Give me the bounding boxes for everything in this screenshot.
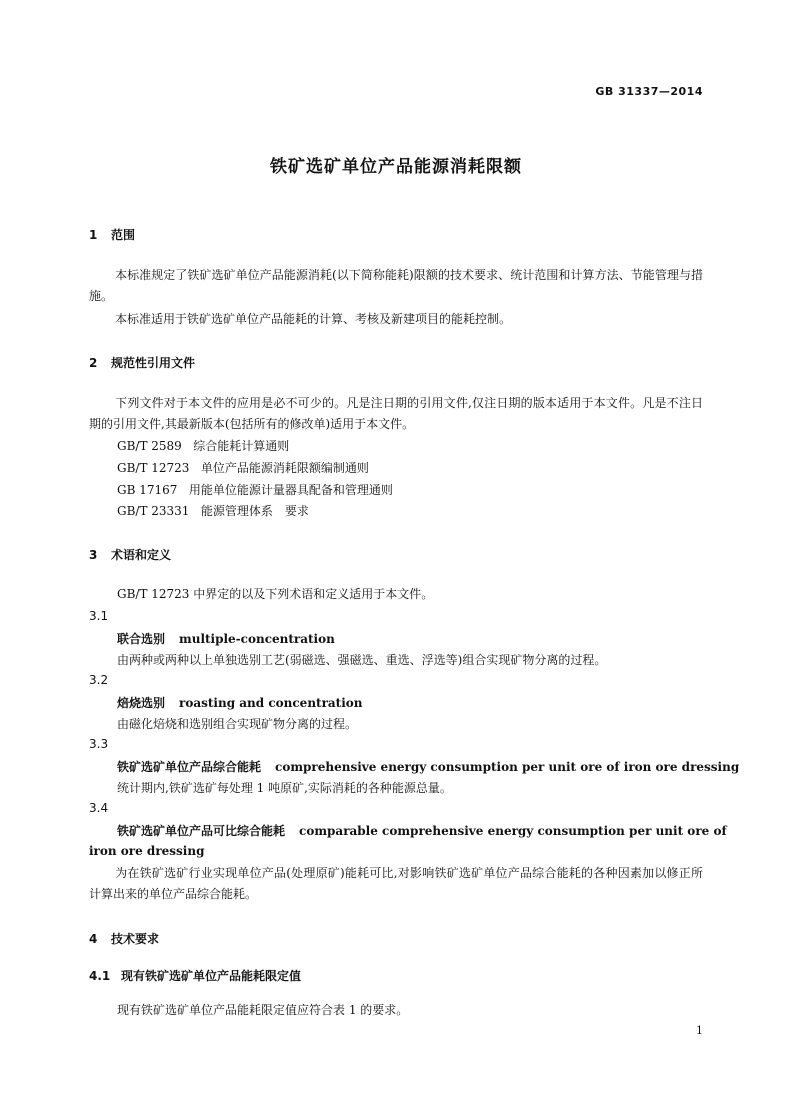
reference-code: GB 17167 [117,483,178,497]
term-zh: 铁矿选矿单位产品综合能耗 [117,760,262,774]
reference-title: 用能单位能源计量器具配备和管理通则 [188,483,393,497]
term-definition [89,863,703,905]
section-number: 3 [89,548,98,562]
reference-title: 综合能耗计算通则 [193,439,290,453]
term-en: multiple-concentration [179,632,335,646]
clause-number: 3.4 [89,801,109,815]
section-number: 4 [89,932,98,946]
section-4-heading [89,930,159,947]
term-zh: 联合选别 [117,632,166,646]
paragraph-text: 为在铁矿选矿行业实现单位产品(处理原矿)能耗可比,对影响铁矿选矿单位产品综合能耗的各种因素加以修正所计算出来的单位产品综合能耗。 [89,866,703,901]
section-title: 规范性引用文件 [111,356,196,370]
section-2-paragraph [89,393,703,435]
term-definition: 由两种或两种以上单独选别工艺(弱磁选、强磁选、重选、浮选等)组合实现矿物分离的过程。 [117,653,607,667]
term-entry [117,758,739,775]
subsection-4-1-heading [89,967,301,984]
term-entry [117,630,335,647]
paragraph-text: 本标准规定了铁矿选矿单位产品能源消耗(以下简称能耗)限额的技术要求、统计范围和计算方法、节能管理与措施。 [89,268,703,303]
section-title: 技术要求 [111,932,160,946]
reference-title: 能源管理体系 要求 [200,504,309,518]
reference-code: GB/T 2589 [117,439,182,453]
subsection-4-1-paragraph: 现有铁矿选矿单位产品能耗限定值应符合表 1 的要求。 [117,1003,409,1017]
reference-title: 单位产品能源消耗限额编制通则 [200,461,369,475]
section-1-heading [89,226,135,243]
term-entry [117,694,363,711]
reference-item [117,437,289,454]
section-title: 术语和定义 [111,548,172,562]
section-3-heading [89,546,171,563]
section-2-heading [89,354,195,371]
term-definition: 由磁化焙烧和选别组合实现矿物分离的过程。 [117,717,358,731]
clause-number: 3.1 [89,609,109,623]
paragraph-text: 本标准适用于铁矿选矿单位产品能耗的计算、考核及新建项目的能耗控制。 [115,312,512,326]
section-number: 1 [89,228,98,242]
section-3-intro: GB/T 12723 中界定的以及下列术语和定义适用于本文件。 [117,587,434,601]
section-number: 2 [89,356,98,370]
paragraph-text: 下列文件对于本文件的应用是必不可少的。凡是注日期的引用文件,仅注日期的版本适用于本文件。凡是不注日期的引用文件,其最新版本(包括所有的修改单)适用于本文件。 [89,396,703,431]
clause-number: 3.3 [89,737,109,751]
term-en: roasting and concentration [179,696,363,710]
subsection-title: 现有铁矿选矿单位产品能耗限定值 [121,969,302,983]
reference-item [117,481,393,498]
document-title: 铁矿选矿单位产品能源消耗限额 [270,157,522,177]
term-en: comparable comprehensive energy consumption per unit ore of [299,824,727,838]
term-zh: 焙烧选别 [117,696,166,710]
term-en-continuation: iron ore dressing [89,844,205,858]
term-en: comprehensive energy consumption per unit ore of iron ore dressing [275,760,740,774]
section-title: 范围 [111,228,136,242]
term-definition: 统计期内,铁矿选矿每处理 1 吨原矿,实际消耗的各种能源总量。 [117,781,452,795]
standard-code: GB 31337—2014 [595,85,703,98]
term-zh: 铁矿选矿单位产品可比综合能耗 [117,824,286,838]
subsection-number: 4.1 [89,969,111,983]
clause-number: 3.2 [89,673,109,687]
section-1-paragraph-1 [89,265,703,307]
term-entry [117,822,727,839]
reference-code: GB/T 12723 [117,461,190,475]
section-1-paragraph-2 [89,309,703,330]
page-number: 1 [696,1024,703,1037]
reference-code: GB/T 23331 [117,504,190,518]
reference-item [117,502,309,519]
reference-item [117,459,369,476]
